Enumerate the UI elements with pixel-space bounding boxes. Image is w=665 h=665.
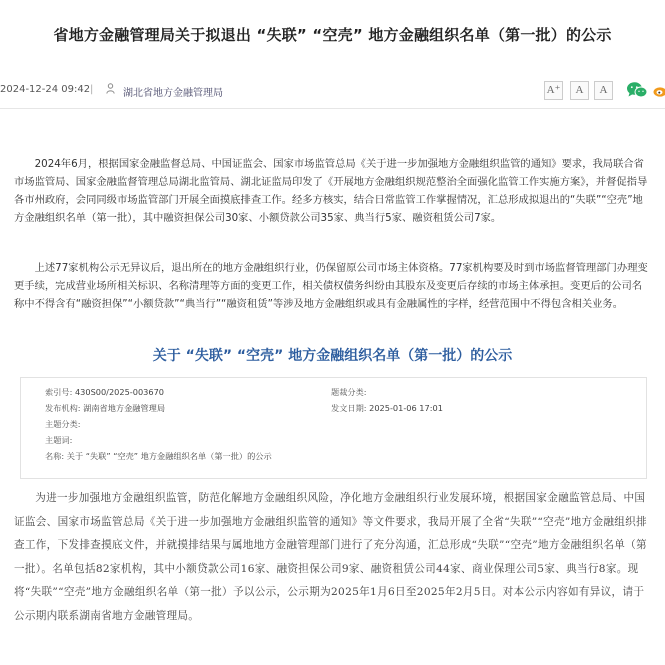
info-category: 题裁分类: [331, 387, 367, 397]
notice-body: 为进一步加强地方金融组织监管，防范化解地方金融组织风险，净化地方金融组织行业发展环境，根据国家金融监管总局、中国证监会、国家市场监管总局《关于进一步加强地方金融组织监管的通知》等文件要求，我局开展了全省“失联”“空壳”地方金融组织排查工作，下发排查摸底文件，并就摸排结果与属地地方金融管理部门进行了充分沟通，汇总形成“失联”“空壳”地方金融组织名单（第一批）。名单包括82家机构，其中小额贷款公司16家、融资担保公司9家、融资租赁公司44家、商业保理公司5家、典当行8家。现将“失联”“空壳”地方金融组织名单（第一批）予以公示，公示期为2025年1月6日至2025年2月5日。对本公示内容如有异议，请于公示期内联系湖南省地方金融管理局。 [14, 492, 647, 622]
person-icon [106, 83, 115, 94]
font-default-button[interactable]: A [570, 81, 589, 100]
font-decrease-button[interactable]: A [594, 81, 613, 100]
info-issue-date: 发文日期: 2025-01-06 17:01 [331, 403, 443, 413]
font-increase-button[interactable]: A⁺ [544, 81, 563, 100]
article-meta [0, 81, 665, 101]
info-subject: 主题词: [45, 435, 73, 445]
document-title: 关于 “失联” “空壳” 地方金融组织名单（第一批）的公示 [152, 348, 513, 364]
publish-date: 2024-12-24 09:42 [0, 84, 91, 95]
article-source: 湖北省地方金融管理局 [123, 88, 223, 99]
info-issue-date-value: 2025-01-06 17:01 [369, 403, 443, 413]
info-issuer: 发布机构: 湖南省地方金融管理局 [45, 403, 166, 413]
info-name: 名称: 关于 “失联” “空壳” 地方金融组织名单（第一批）的公示 [45, 451, 272, 461]
meta-separator: | [90, 84, 94, 95]
article-paragraph-1: 2024年6月，根据国家金融监督总局、中国证监会、国家市场监管总局《关于进一步加强地方金融组织监管的通知》要求，我局联合省市场监管局、国家金融监督管理总局湖北监管局、湖北证监局印发了《开展地方金融组织规范整治全面强化监管工作实施方案》，并督促指导各市州政府，会同同级市场监管部门开展全面摸底排查工作。经多方核实，结合日常监管工作掌握情况，汇总形成拟退出的“失联”“空壳”地方金融组织名单（第一批），其中融资担保公司30家、小额贷款公司35家、典当行5家、融资租赁公司7家。 [14, 158, 648, 224]
wechat-icon[interactable] [626, 81, 648, 99]
info-topic: 主题分类: [45, 419, 81, 429]
info-index: 索引号: 430S00/2025-003670 [45, 387, 164, 397]
article-title: 省地方金融管理局关于拟退出 “失联” “空壳” 地方金融组织名单（第一批）的公示 [53, 26, 612, 44]
info-index-value: 430S00/2025-003670 [74, 387, 164, 397]
document-info-box [20, 377, 647, 479]
weibo-icon[interactable] [653, 82, 665, 98]
info-name-value: 关于 “失联” “空壳” 地方金融组织名单（第一批）的公示 [66, 451, 272, 461]
meta-divider [0, 108, 665, 109]
article-paragraph-2: 上述77家机构公示无异议后，退出所在的地方金融组织行业，仍保留原公司市场主体资格。77家机构要及时到市场监督管理部门办理变更手续，完成营业场所相关标识、名称清理等方面的变更工作，相关债权债务纠纷由其股东及变更后存续的市场主体承担。变更后的公司名称中不得含有“融资担保”“小额贷款”“典当行”“融资租赁”等涉及地方金融组织或具有金融属性的字样，经营范围中不得包含相关业务。 [14, 262, 648, 310]
info-issuer-value: 湖南省地方金融管理局 [83, 403, 166, 413]
